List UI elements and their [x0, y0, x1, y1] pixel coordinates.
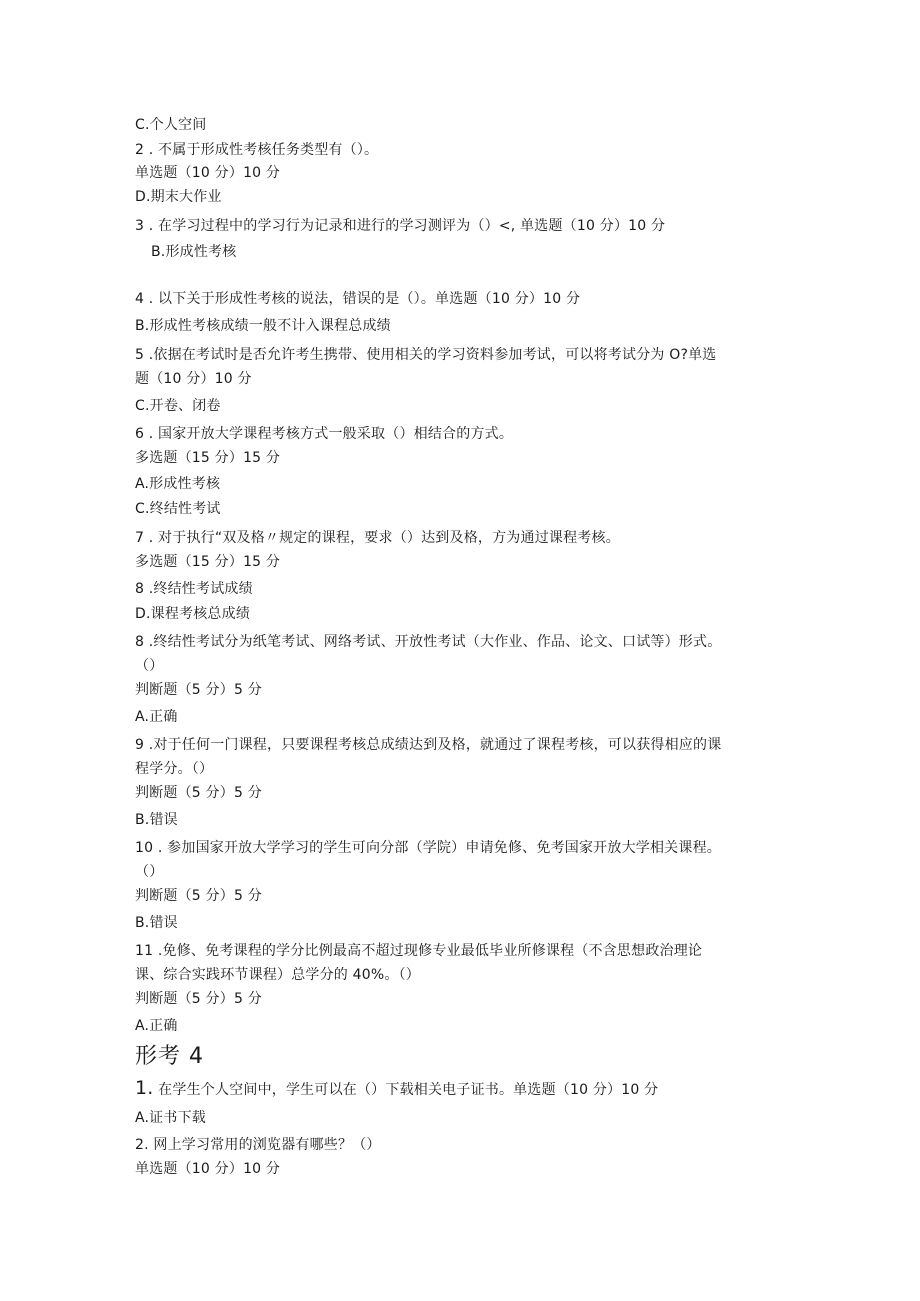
question-line: （） — [135, 658, 164, 674]
question-line: 2. 网上学习常用的浏览器有哪些？（） — [135, 1137, 381, 1153]
question-line: 4 . 以下关于形成性考核的说法，错误的是（）。单选题（10 分）10 分 — [135, 291, 581, 307]
answer-line: C.开卷、闭卷 — [135, 398, 221, 414]
question-line: 6 . 国家开放大学课程考核方式一般采取（）相结合的方式。 — [135, 426, 514, 442]
question-type-line: 判断题（5 分）5 分 — [135, 991, 262, 1007]
question-type-line: 判断题（5 分）5 分 — [135, 682, 262, 698]
answer-line: C.终结性考试 — [135, 501, 221, 517]
answer-line: A.证书下载 — [135, 1110, 206, 1126]
question-type-line: 多选题（15 分）15 分 — [135, 450, 281, 466]
question-line: 7 . 对于执行“双及格〃规定的课程，要求（）达到及格，方为通过课程考核。 — [135, 530, 620, 546]
question-line: 3 . 在学习过程中的学习行为记录和进行的学习测评为（）<, 单选题（10 分）10 分 — [135, 218, 666, 234]
question-line: 9 .对于任何一门课程，只要课程考核总成绩达到及格，就通过了课程考核，可以获得相应的课 — [135, 737, 722, 753]
answer-line: A.正确 — [135, 1018, 178, 1034]
answer-line: A.形成性考核 — [135, 476, 221, 492]
answer-line: A.正确 — [135, 709, 178, 725]
question-number: 1. — [135, 1077, 154, 1099]
question-type-line: 题（10 分）10 分 — [135, 371, 252, 387]
question-line: 11 .免修、免考课程的学分比例最高不超过现修专业最低毕业所修课程（不含思想政治理论 — [135, 943, 703, 959]
question-line: 8 .终结性考试分为纸笔考试、网络考试、开放性考试（大作业、作品、论文、口试等）形式。 — [135, 634, 722, 650]
question-type-line: 单选题（10 分）10 分 — [135, 1161, 281, 1177]
section-heading: 形考 4 — [135, 1044, 204, 1069]
question-type-line: 判断题（5 分）5 分 — [135, 785, 262, 801]
answer-line: D.期末大作业 — [135, 189, 222, 205]
question-line: 5 .依据在考试时是否允许考生携带、使用相关的学习资料参加考试，可以将考试分为 O?单选 — [135, 347, 717, 363]
question-type-line: 多选题（15 分）15 分 — [135, 554, 281, 570]
question-line: 课、综合实践环节课程）总学分的 40%。（） — [135, 967, 420, 983]
answer-line: B.形成性考核 — [151, 244, 237, 260]
answer-line: 8 .终结性考试成绩 — [135, 581, 253, 597]
question-line: 10 . 参加国家开放大学学习的学生可向分部（学院）申请免修、免考国家开放大学相关课程。 — [135, 840, 721, 856]
answer-line: B.错误 — [135, 812, 178, 828]
question-line: 2 . 不属于形成性考核任务类型有（）。 — [135, 142, 379, 158]
answer-line: B.错误 — [135, 915, 178, 931]
answer-line: D.课程考核总成绩 — [135, 606, 251, 622]
question-type-line: 判断题（5 分）5 分 — [135, 888, 262, 904]
question-type-line: 单选题（10 分）10 分 — [135, 165, 281, 181]
answer-line: B.形成性考核成绩一般不计入课程总成绩 — [135, 318, 391, 334]
question-text: 在学生个人空间中，学生可以在（）下载相关电子证书。单选题（10 分）10 分 — [153, 1082, 659, 1098]
question-line: 程学分。（） — [135, 761, 214, 777]
question-line: （） — [135, 864, 164, 880]
answer-line: C.个人空间 — [135, 117, 207, 133]
question-line — [135, 1079, 658, 1099]
